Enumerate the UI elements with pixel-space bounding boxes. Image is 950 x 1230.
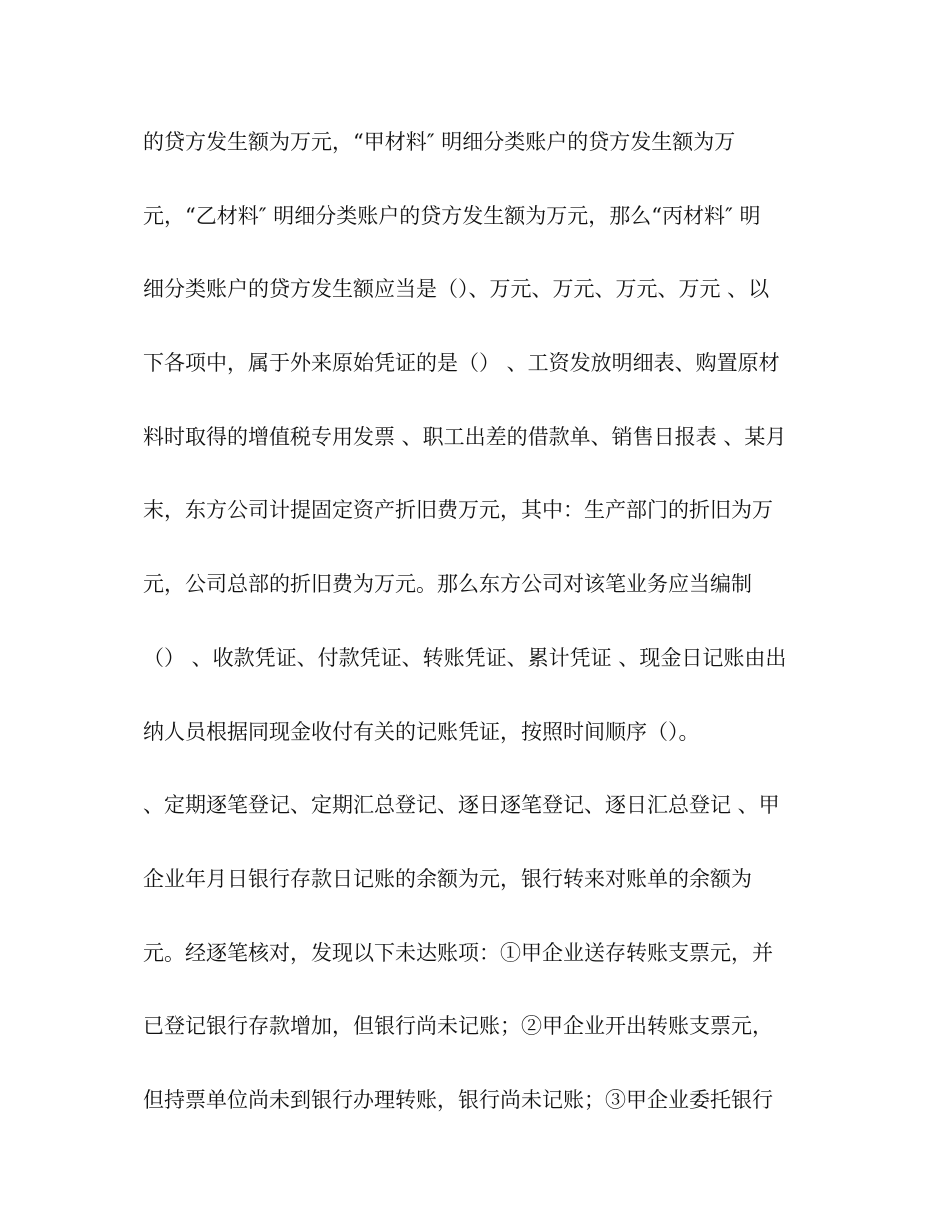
body-text — [143, 122, 813, 1154]
text-line: 企业年月日银行存款日记账的余额为元，银行转来对账单的余额为 — [143, 866, 752, 891]
text-line: 元。经逐笔核对，发现以下未达账项：①甲企业送存转账支票元，并 — [143, 940, 773, 965]
text-line: 但持票单位尚未到银行办理转账，银行尚未记账；③甲企业委托银行 — [143, 1087, 773, 1112]
text-line: 下各项中，属于外来原始凭证的是（） 、工资发放明细表、购置原材 — [143, 351, 780, 376]
text-line: 料时取得的增值税专用发票 、职工出差的借款单、销售日报表 、某月 — [143, 424, 787, 449]
text-line: 纳人员根据同现金收付有关的记账凭证，按照时间顺序（）。 — [143, 719, 700, 744]
text-line: 元，“乙材料″ 明细分类账户的贷方发生额为万元，那么“丙材料″ 明 — [143, 203, 761, 228]
text-line: 已登记银行存款增加，但银行尚未记账；②甲企业开出转账支票元， — [143, 1014, 773, 1039]
text-line: 元，公司总部的折旧费为万元。那么东方公司对该笔业务应当编制 — [143, 572, 752, 597]
text-line: （） 、收款凭证、付款凭证、转账凭证、累计凭证 、现金日记账由出 — [143, 645, 787, 670]
text-line: 细分类账户的贷方发生额应当是（）、万元、万元、万元、万元 、以 — [143, 277, 770, 302]
text-line: 末，东方公司计提固定资产折旧费万元，其中：生产部门的折旧为万 — [143, 498, 773, 523]
text-line: 、定期逐笔登记、定期汇总登记、逐日逐笔登记、逐日汇总登记 、甲 — [143, 793, 780, 818]
text-line: 的贷方发生额为万元，“甲材料″ 明细分类账户的贷方发生额为万 — [143, 130, 736, 154]
